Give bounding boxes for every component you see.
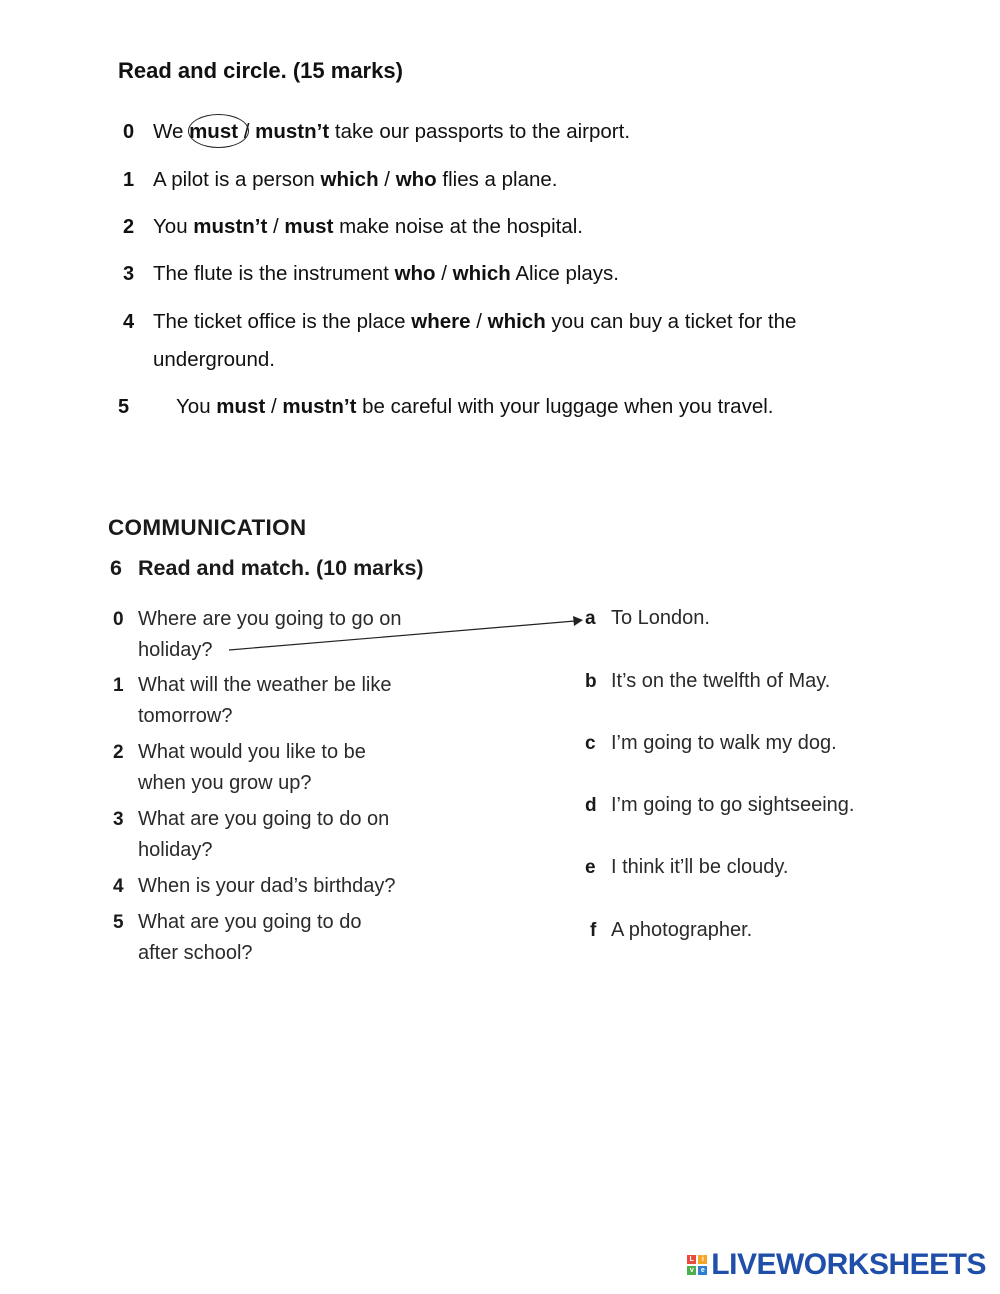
question-0-line2: holiday?: [138, 639, 213, 661]
question-3-number: 3: [113, 809, 124, 830]
item-0-number: 0: [123, 121, 135, 143]
item-5-option-2[interactable]: mustn’t: [282, 395, 357, 418]
item-3-text-a: The flute is the instrument: [153, 262, 395, 285]
item-1-option-2[interactable]: who: [395, 168, 437, 191]
question-0-number: 0: [113, 609, 124, 630]
answer-e-letter: e: [585, 857, 596, 878]
item-0-slash: /: [238, 120, 256, 143]
logo-block-1: L: [687, 1255, 696, 1264]
item-4-sentence-line2: underground.: [153, 348, 275, 371]
arrow-head: [573, 616, 583, 626]
question-1-line1: What will the weather be like: [138, 674, 392, 696]
item-2-option-1[interactable]: mustn’t: [193, 215, 268, 238]
question-3-line2: holiday?: [138, 839, 213, 861]
logo-block-2: i: [698, 1255, 707, 1264]
item-3-text-b: Alice plays.: [510, 262, 619, 285]
question-4-number: 4: [113, 876, 124, 897]
question-1-line2: tomorrow?: [138, 705, 233, 727]
item-3-number: 3: [123, 263, 135, 285]
arrow-line: [229, 621, 575, 650]
item-0-option-1[interactable]: must: [189, 120, 239, 143]
answer-a-text[interactable]: To London.: [611, 607, 710, 629]
item-5-option-1[interactable]: must: [216, 395, 266, 418]
logo-icon: [687, 1255, 707, 1275]
item-5-number: 5: [118, 396, 130, 418]
logo-block-3: v: [687, 1266, 696, 1275]
item-5-text-a: You: [176, 395, 217, 418]
item-1-text-b: flies a plane.: [436, 168, 558, 191]
liveworksheets-logo: [687, 1248, 986, 1282]
communication-heading: COMMUNICATION: [108, 515, 307, 540]
answer-a-letter: a: [585, 608, 596, 629]
answer-f-text[interactable]: A photographer.: [611, 919, 753, 941]
item-1-number: 1: [123, 169, 135, 191]
item-0-text-b: take our passports to the airport.: [329, 120, 631, 143]
item-4-number: 4: [123, 311, 135, 333]
item-3-slash: /: [435, 262, 453, 285]
item-2-text-b: make noise at the hospital.: [333, 215, 583, 238]
item-4-option-1[interactable]: where: [411, 310, 471, 333]
section1-title: Read and circle. (15 marks): [118, 58, 403, 83]
answer-d-letter: d: [585, 795, 597, 816]
item-1-option-1[interactable]: which: [320, 168, 379, 191]
question-5-line1: What are you going to do: [138, 911, 362, 933]
item-4-option-2[interactable]: which: [487, 310, 546, 333]
question-5-number: 5: [113, 912, 124, 933]
item-2-number: 2: [123, 216, 135, 238]
item-3-option-1[interactable]: who: [394, 262, 436, 285]
section2-number: 6: [110, 556, 122, 580]
question-1-number: 1: [113, 675, 124, 696]
question-2-number: 2: [113, 742, 124, 763]
answer-c-text[interactable]: I’m going to walk my dog.: [611, 732, 837, 754]
answer-b-letter: b: [585, 671, 597, 692]
item-4-slash: /: [470, 310, 488, 333]
logo-block-4: e: [698, 1266, 707, 1275]
answer-b-text[interactable]: It’s on the twelfth of May.: [611, 670, 831, 692]
question-0-line1: Where are you going to go on: [138, 608, 402, 630]
item-2-slash: /: [267, 215, 285, 238]
item-0-option-2[interactable]: mustn’t: [255, 120, 330, 143]
answer-d-text[interactable]: I’m going to go sightseeing.: [611, 794, 855, 816]
item-3-option-2[interactable]: which: [452, 262, 511, 285]
logo-text: LIVEWORKSHEETS: [711, 1248, 986, 1281]
question-2-line2: when you grow up?: [138, 772, 312, 794]
item-5-slash: /: [265, 395, 283, 418]
item-4-text-b: you can buy a ticket for the: [545, 310, 797, 333]
question-3-line1: What are you going to do on: [138, 808, 390, 830]
section2-title-text: Read and match. (10 marks): [138, 556, 424, 580]
item-1-slash: /: [378, 168, 396, 191]
item-1-text-a: A pilot is a person: [153, 168, 321, 191]
answer-f-letter: f: [590, 920, 597, 941]
item-5-text-b: be careful with your luggage when you travel.: [356, 395, 774, 418]
question-4-line1: When is your dad’s birthday?: [138, 875, 396, 897]
question-2-line1: What would you like to be: [138, 741, 366, 763]
answer-e-text[interactable]: I think it’ll be cloudy.: [611, 856, 789, 878]
item-2-option-2[interactable]: must: [284, 215, 334, 238]
question-5-line2: after school?: [138, 942, 253, 964]
item-4-text-a: The ticket office is the place: [153, 310, 412, 333]
item-0-text-a: We: [153, 120, 190, 143]
answer-c-letter: c: [585, 733, 596, 754]
item-2-text-a: You: [153, 215, 194, 238]
